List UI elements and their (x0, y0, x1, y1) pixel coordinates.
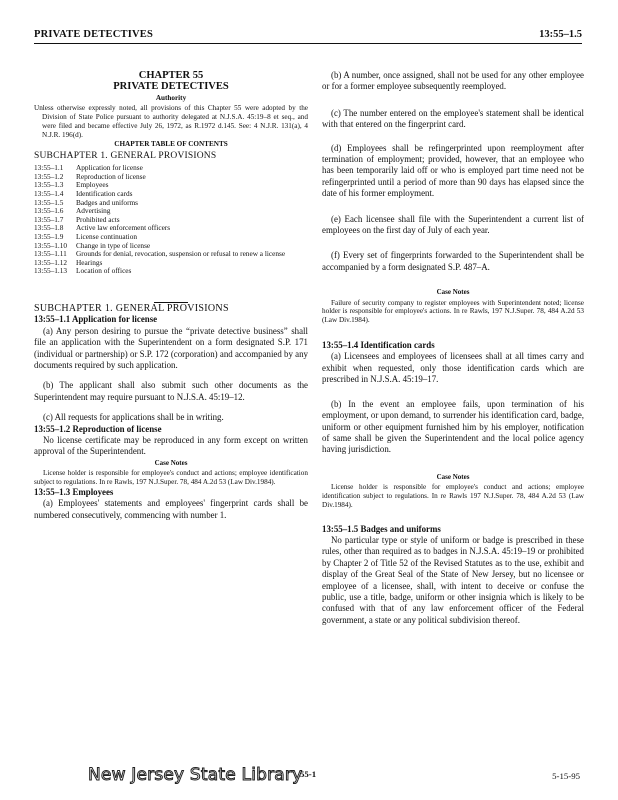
case-notes-heading: Case Notes (436, 288, 470, 297)
case-notes-heading: Case Notes (154, 458, 188, 467)
case-notes-heading: Case Notes (436, 472, 470, 481)
revision-date: 5-15-95 (552, 771, 580, 781)
paragraph-1-4-b: (b) In the event an employee fails, upon termination of his employment, or upon demand, to surrender his identification card, badge, uniform or other equipment furnished him by his employer, notification of same shall be given the Superintendent and the local police agency having jurisdiction. (322, 398, 584, 455)
paragraph-1-3-d: (d) Employees shall be refingerprinted upon reemployment after termination of employment; provided, however, that an employee who has been temporarily laid off or who is employed part time need not be refingerprinted until a period of more than 90 days has elapsed since the date of his former employment. (322, 142, 584, 199)
toc-number: 13:55–1.3 (34, 180, 64, 190)
toc-number: 13:55–1.10 (34, 240, 68, 250)
toc-row (34, 164, 285, 173)
paragraph-1-1-c: (c) All requests for applications shall be in writing. (43, 412, 224, 423)
toc-title: Active law enforcement officers (76, 223, 171, 233)
toc-number: 13:55–1.6 (34, 206, 64, 216)
section-heading-1-1: 13:55–1.1 Application for license (34, 314, 158, 325)
chapter-number: CHAPTER 55 (138, 70, 204, 81)
paragraph-1-2: No license certificate may be reproduced in any form except on written approval of the Superintendent. (34, 435, 308, 457)
paragraph-1-1-b: (b) The applicant shall also submit such other documents as the Superintendent may require pursuant to N.J.S.A. 45:19–12. (34, 380, 308, 402)
toc-row (34, 207, 285, 216)
authority-heading: Authority (155, 93, 187, 102)
toc-row (34, 259, 285, 268)
toc-number: 13:55–1.7 (34, 214, 64, 224)
toc-row (34, 173, 285, 182)
library-stamp: New Jersey State Library (88, 765, 303, 785)
toc-title: Reproduction of license (76, 171, 146, 181)
toc-number: 13:55–1.13 (34, 266, 68, 276)
toc-number: 13:55–1.9 (34, 231, 64, 241)
toc-title: Employees (76, 180, 109, 190)
toc-row (34, 224, 285, 233)
toc-title: Advertising (76, 206, 111, 216)
case-notes-text: Failure of security company to register employees with Superintendent noted; license holder is responsible for employee's actions. In re Rawls, 197 N.J.Super. 78, 484 A.2d 53 (Law Div.1984). (322, 298, 584, 325)
toc-title: Badges and uniforms (76, 197, 139, 207)
right-column (322, 70, 584, 626)
toc-title: Application for license (76, 163, 143, 173)
toc-number: 13:55–1.8 (34, 223, 64, 233)
table-of-contents (34, 164, 285, 276)
toc-title: License continuation (76, 231, 137, 241)
toc-title: Change in type of license (76, 240, 151, 250)
case-notes-text: License holder is responsible for employee's conduct and actions; employee identification subject to regulations. In re Rawls 197 N.J.Super. 78, 484 A.2d 53 (Law Div.1984). (322, 483, 584, 509)
section-heading-1-4: 13:55–1.4 Identification cards (322, 340, 435, 351)
toc-row (34, 199, 285, 208)
toc-row (34, 190, 285, 199)
toc-number: 13:55–1.12 (34, 257, 68, 267)
toc-title: Grounds for denial, revocation, suspension or refusal to renew a license (76, 249, 286, 259)
toc-number: 13:55–1.1 (34, 163, 64, 173)
toc-heading: CHAPTER TABLE OF CONTENTS (114, 140, 228, 149)
running-header-title: PRIVATE DETECTIVES (34, 29, 154, 40)
paragraph-1-5: No particular type or style of uniform or badge is prescribed in these rules, other than required as to badges in N.J.S.A. 45:19–19 or prohibited by Chapter 2 of Title 52 of the Revised Statutes as to the use, exhibit and display of the Great Seal of the State of New Jersey, but no licensee or employee of a licensee, shall, with intent to deceive or confuse the public, use a title, badge, uniform or other insignia which is likely to be confused with that of any law enforcement officer of the Federal government, a state or any political subdivision thereof. (322, 534, 584, 625)
section-heading-1-5: 13:55–1.5 Badges and uniforms (322, 523, 441, 534)
paragraph-1-3-a: (a) Employees' statements and employees' fingerprint cards shall be numbered consecutively, commencing with number 1. (34, 498, 308, 520)
toc-title: Hearings (76, 257, 103, 267)
toc-row (34, 267, 285, 276)
paragraph-1-4-a: (a) Licensees and employees of licensees shall at all times carry and exhibit when requested, only those identification cards which are prescribed in N.J.S.A. 45:19–17. (322, 351, 584, 385)
paragraph-1-3-e: (e) Each licensee shall file with the Superintendent a current list of employees on the first day of July of each year. (322, 213, 584, 236)
toc-number: 13:55–1.11 (34, 249, 67, 259)
toc-subchapter: SUBCHAPTER 1. GENERAL PROVISIONS (34, 150, 217, 161)
page-number: 55-1 (300, 769, 317, 779)
toc-title: Prohibited acts (76, 214, 120, 224)
header-rule (34, 43, 582, 44)
toc-row (34, 250, 285, 259)
paragraph-1-3-b: (b) A number, once assigned, shall not be used for any other employee or for a former employee subsequently reemployed. (322, 70, 584, 92)
case-notes-text: License holder is responsible for employee's conduct and actions; employee identification subject to regulations. In re Rawls, 197 N.J.Super. 78, 484 A.2d 53 (Law Div.1984). (34, 469, 308, 487)
paragraph-1-1-a: (a) Any person desiring to pursue the “private detective business” shall file an application with the Superintendent on a form designated S.P. 171 (individual or partnership) or S.P. 172 (corporation) and accompanied by any documents required by such application. (34, 325, 308, 370)
chapter-title: PRIVATE DETECTIVES (113, 81, 229, 93)
section-heading-1-2: 13:55–1.2 Reproduction of license (34, 423, 162, 434)
paragraph-1-3-c: (c) The number entered on the employee's statement shall be identical with that entered on the fingerprint card. (322, 107, 584, 130)
toc-row (34, 181, 285, 190)
toc-number: 13:55–1.5 (34, 197, 64, 207)
toc-number: 13:55–1.4 (34, 189, 64, 198)
subchapter-heading: SUBCHAPTER 1. GENERAL PROVISIONS (34, 302, 229, 314)
section-heading-1-3: 13:55–1.3 Employees (34, 486, 114, 497)
authority-text: Unless otherwise expressly noted, all provisions of this Chapter 55 were adopted by the Division of State Police pursuant to authority delegated at N.J.S.A. 45:19–8 et seq., and were filed and became effective July 26, 1972, as R.1972 d.145. See: 4 N.J.R. 131(a), 4 N.J.R. 196(d). (34, 104, 308, 139)
left-column (34, 70, 308, 521)
toc-title: Identification cards (76, 189, 133, 198)
toc-title: Location of offices (76, 266, 132, 276)
toc-row (34, 233, 285, 242)
toc-number: 13:55–1.2 (34, 171, 64, 181)
paragraph-1-3-f: (f) Every set of fingerprints forwarded to the Superintendent shall be accompanied by a form designated S.P. 487–A. (322, 250, 584, 272)
running-header-section: 13:55–1.5 (539, 29, 582, 40)
